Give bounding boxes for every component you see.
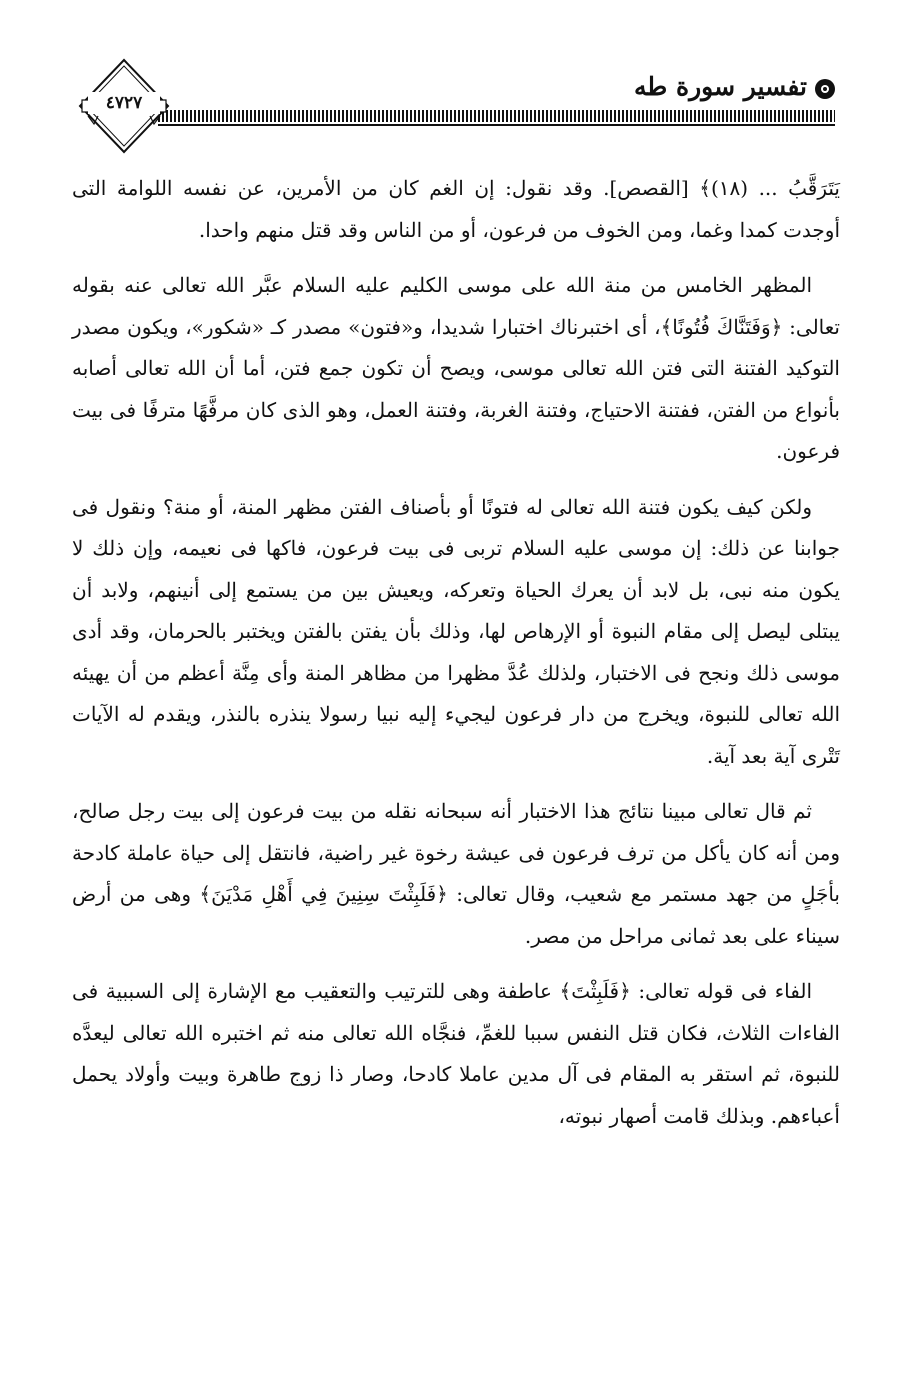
paragraph-2: المظهر الخامس من منة الله على موسى الكليم عليه السلام عبَّر الله تعالى عنه بقوله تعالى: ﴿وَفَتَنَّاكَ فُتُونًا﴾، أى اختبرناك اختبارا شديدا، و«فتون» مصدر كـ «شكور»، ويكون مصدر التوكيد الفتنة التى فتن الله تعالى موسى، ويصح أن تكون جمع فتن، أما أن الله تعالى أصابه بأنواع من الفتن، ففتنة الاحتياج، وفتنة الغربة، وفتنة العمل، وهو الذى كان مرفَّهًا مترفًا فى بيت فرعون. [72,273,840,463]
body-text [72,168,840,1137]
book-title: تفسير سورة طه [634,72,807,101]
paragraph-3: ولكن كيف يكون فتنة الله تعالى له فتونًا أو بأصناف الفتن مظهر المنة، أو منة؟ ونقول فى جوابنا عن ذلك: إن موسى عليه السلام تربى فى بيت فرعون، فاكها فى نعيمه، وإن ذلك لا يكون منه نبى، بل لابد أن يعرك الحياة وتعركه، ويعيش بين من يستمع إلى أنينهم، ولابد أن يبتلى ليصل إلى مقام النبوة أو الإرهاص لها، وذلك بأن يفتن بالفتن ويختبر بالحرمان، وقد أدى موسى ذلك ونجح فى الاختبار، ولذلك عُدَّ مظهرا من مظاهر المنة وأى مِنَّة أعظم من أن يهيئه الله تعالى للنبوة، ويخرج من دار فرعون ليجيء إليه نبيا رسولا ينذره بالنذر، ويقدم له الآيات تَتْرى آية بعد آية. [72,494,840,768]
page-header [0,0,907,170]
flower-ornament-icon [813,77,837,101]
paragraph-5: الفاء فى قوله تعالى: ﴿فَلَبِثْتَ﴾ عاطفة وهى للترتيب والتعقيب مع الإشارة إلى السببية فى الفاءات الثلاث، فكان قتل النفس سببا للغمِّ، فنجَّاه الله تعالى منه ثم اختبره الله تعالى ليعدَّه للنبوة، ثم استقر به المقام فى آل مدين عاملا كادحا، وصار ذا زوج طاهرة وبيت وأولاد يحمل أعباءهم. وبذلك قامت أصهار نبوته، [72,979,840,1128]
paragraph-4: ثم قال تعالى مبينا نتائج هذا الاختبار أنه سبحانه نقله من بيت فرعون إلى بيت رجل صالح، ومن أنه كان يأكل من ترف فرعون فى عيشة رخوة غير راضية، فانتقل إلى حياة عاملة كادحة بأجَلٍ من جهد مستمر مع شعيب، وقال تعالى: ﴿فَلَبِثْتَ سِنِينَ فِي أَهْلِ مَدْيَنَ﴾ وهى من أرض سيناء على بعد ثمانى مراحل من مصر. [72,799,840,948]
header-rule [158,110,835,122]
page-number: ٤٧٢٧ [88,92,160,114]
paragraph-1: يَتَرَقَّبُ ... (١٨)﴾ [القصص]. وقد نقول: إن الغم كان من الأمرين، عن نفسه اللوامة التى أوجدت كمدا وغما، ومن الخوف من فرعون، أو من الناس وقد قتل منهم واحدا. [72,176,841,242]
